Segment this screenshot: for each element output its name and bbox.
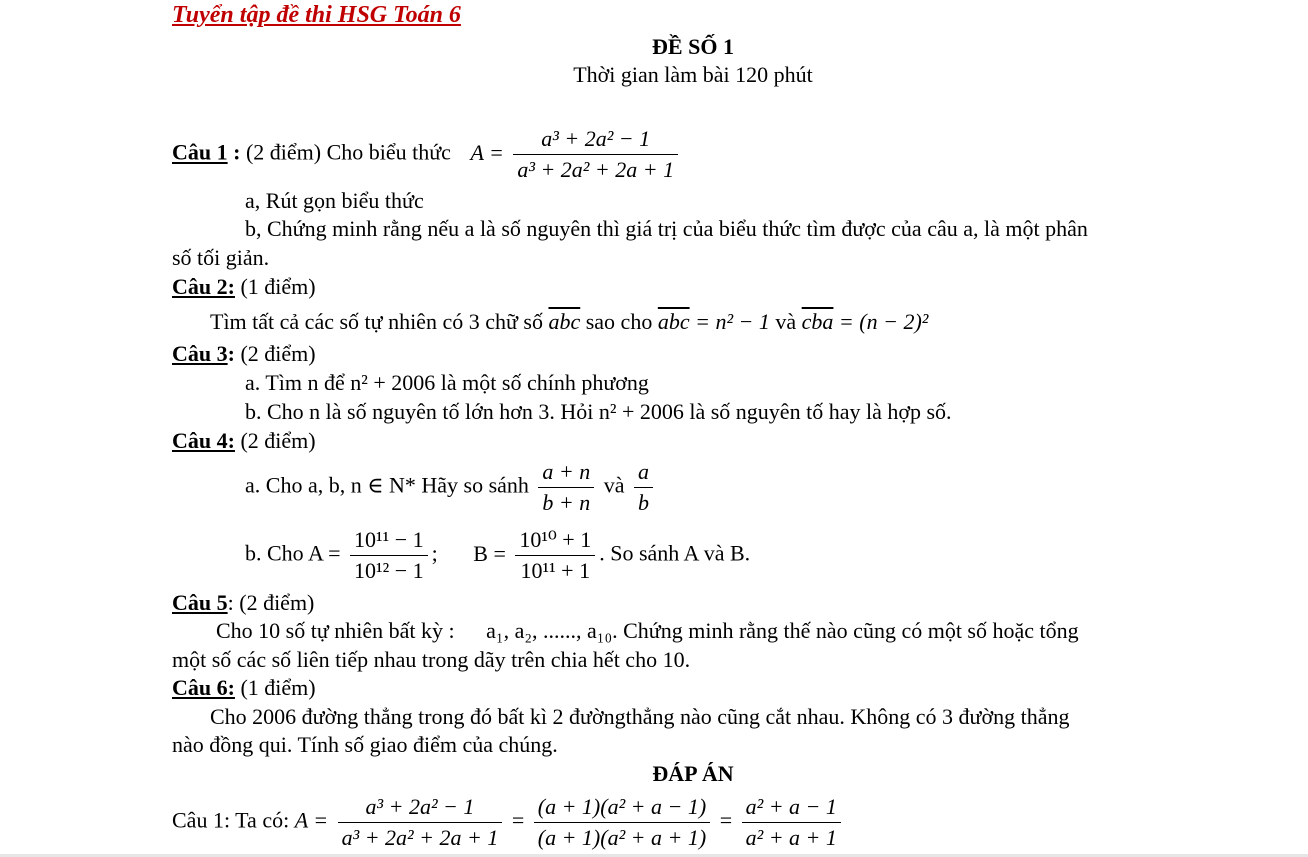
answers-heading: ĐÁP ÁN <box>652 761 734 786</box>
question-1-expr-lhs: A = <box>470 139 504 165</box>
document-title: Tuyển tập đề thi HSG Toán 6 <box>172 2 461 28</box>
answer-1-fraction-3: $\frac{\text{a² + a − 1}}{\text{a² + a + 1}}$ <box>742 794 841 851</box>
question-6-line1: Cho 2006 đường thẳng trong đó bất kì 2 đườngthẳng nào cũng cắt nhau. Không có 3 đường thẳng <box>210 704 1070 729</box>
question-5-sequence: a₁, a₂, ......, a₁₀. <box>486 618 618 643</box>
question-1-numerator: a³ + 2a² − 1 <box>513 126 678 155</box>
question-4-semicolon: ; <box>431 540 438 566</box>
question-4-part-a-text: a. Cho a, b, n ∈ N* Hãy so sánh <box>245 472 529 498</box>
question-4-A-num: 10¹¹ − 1 <box>350 527 428 556</box>
question-3-part-a: a. Tìm n để n² + 2006 là một số chính phương <box>245 370 649 395</box>
question-6-points: (1 điểm) <box>240 675 316 700</box>
question-2-header <box>172 274 316 300</box>
answer-1 <box>172 794 845 851</box>
question-6-label: Câu 6: <box>172 675 235 700</box>
answer-1-fraction-1: $\frac{\text{a³ + 2a² − 1}}{\text{a³ + 2a² + 2a + 1}}$ <box>338 794 503 851</box>
exam-number: ĐỀ SỐ 1 <box>652 34 734 59</box>
question-2-abc: $\overline{abc}$ <box>548 309 581 334</box>
question-4-fraction-2-den: b <box>638 490 650 515</box>
question-1-part-a: a, Rút gọn biểu thức <box>245 188 424 213</box>
question-4-B-den: 10¹¹ + 1 <box>520 558 591 583</box>
question-4-fraction-B <box>515 527 595 584</box>
question-5-line1-start: Cho 10 số tự nhiên bất kỳ : <box>216 618 455 643</box>
question-4-points: (2 điểm) <box>240 428 316 453</box>
answer-1-intro: Câu 1: Ta có: <box>172 807 290 833</box>
answer-1-fraction-2: $\frac{\text{(a + 1)(a² + a − 1)}}{\text{(a + 1)(a² + a + 1)}}$ <box>534 794 710 851</box>
answer-1-equals-2: = <box>719 807 733 833</box>
answer-1-lhs: A = <box>294 807 329 833</box>
question-5-header <box>172 590 314 616</box>
question-2-abc-2: $\overline{abc}$ <box>657 309 690 334</box>
question-4-part-a <box>245 459 657 516</box>
question-4-fraction-1-den: b + n <box>542 490 591 515</box>
question-3-points: (2 điểm) <box>240 341 316 366</box>
question-2-points: (1 điểm) <box>240 274 316 299</box>
question-2-eq2: = (n − 2)² <box>838 309 929 334</box>
question-4-B-num: 10¹⁰ + 1 <box>515 527 595 556</box>
question-4-fraction-2 <box>634 459 653 516</box>
question-5-label: Câu 5 <box>172 590 228 615</box>
question-5-line1 <box>216 618 1079 644</box>
question-6-line2: nào đồng qui. Tính số giao điểm của chúng. <box>172 732 558 757</box>
question-5-line1-end: Chứng minh rằng thế nào cũng có một số hoặc tổng <box>623 618 1079 643</box>
question-1-intro: (2 điểm) Cho biểu thức <box>245 139 451 165</box>
question-4-fraction-A <box>350 527 428 584</box>
question-1-label: Câu 1 <box>172 139 228 165</box>
question-3-part-b: b. Cho n là số nguyên tố lớn hơn 3. Hỏi n² + 2006 là số nguyên tố hay là hợp số. <box>245 399 952 424</box>
question-2-eq1: = n² − 1 <box>695 309 770 334</box>
question-2-label: Câu 2: <box>172 274 235 299</box>
question-4-and: và <box>603 472 625 498</box>
question-2-and: và <box>775 309 797 334</box>
question-4-fraction-1-num: a + n <box>542 459 591 484</box>
question-4-fraction-1 <box>538 459 594 516</box>
question-1-part-b-line2: số tối giản. <box>172 245 270 270</box>
question-1-fraction <box>513 126 678 183</box>
question-4-compare: . So sánh A và B. <box>599 540 751 566</box>
question-4-header <box>172 428 316 454</box>
question-2-text2: sao cho <box>585 309 653 334</box>
question-3-colon: : <box>227 341 235 366</box>
question-2-text1: Tìm tất cả các số tự nhiên có 3 chữ số <box>210 309 543 334</box>
answer-1-equals-1: = <box>511 807 525 833</box>
question-2-cba: $\overline{cba}$ <box>801 309 834 334</box>
question-2-body <box>210 309 928 335</box>
question-1-part-b-line1: b, Chứng minh rằng nếu a là số nguyên thì giá trị của biểu thức tìm được của câu a, là một phân <box>245 216 1088 241</box>
question-4-A-den: 10¹² − 1 <box>354 558 424 583</box>
question-1-header <box>172 126 682 183</box>
question-6-header <box>172 675 316 701</box>
question-5-rest: : (2 điểm) <box>227 590 315 615</box>
question-5-line2: một số các số liên tiếp nhau trong dãy trên chia hết cho 10. <box>172 647 691 672</box>
question-4-label: Câu 4: <box>172 428 235 453</box>
question-4-part-b-text: b. Cho A = <box>245 540 341 566</box>
question-4-part-b <box>245 527 750 584</box>
question-3-label: Câu 3 <box>172 341 228 366</box>
question-3-header <box>172 341 316 367</box>
question-4-fraction-2-num: a <box>638 459 650 484</box>
question-1-denominator: a³ + 2a² + 2a + 1 <box>517 157 675 182</box>
exam-duration: Thời gian làm bài 120 phút <box>573 62 813 87</box>
question-1-separator: : <box>227 139 246 165</box>
question-4-B-lhs: B = <box>473 540 506 566</box>
